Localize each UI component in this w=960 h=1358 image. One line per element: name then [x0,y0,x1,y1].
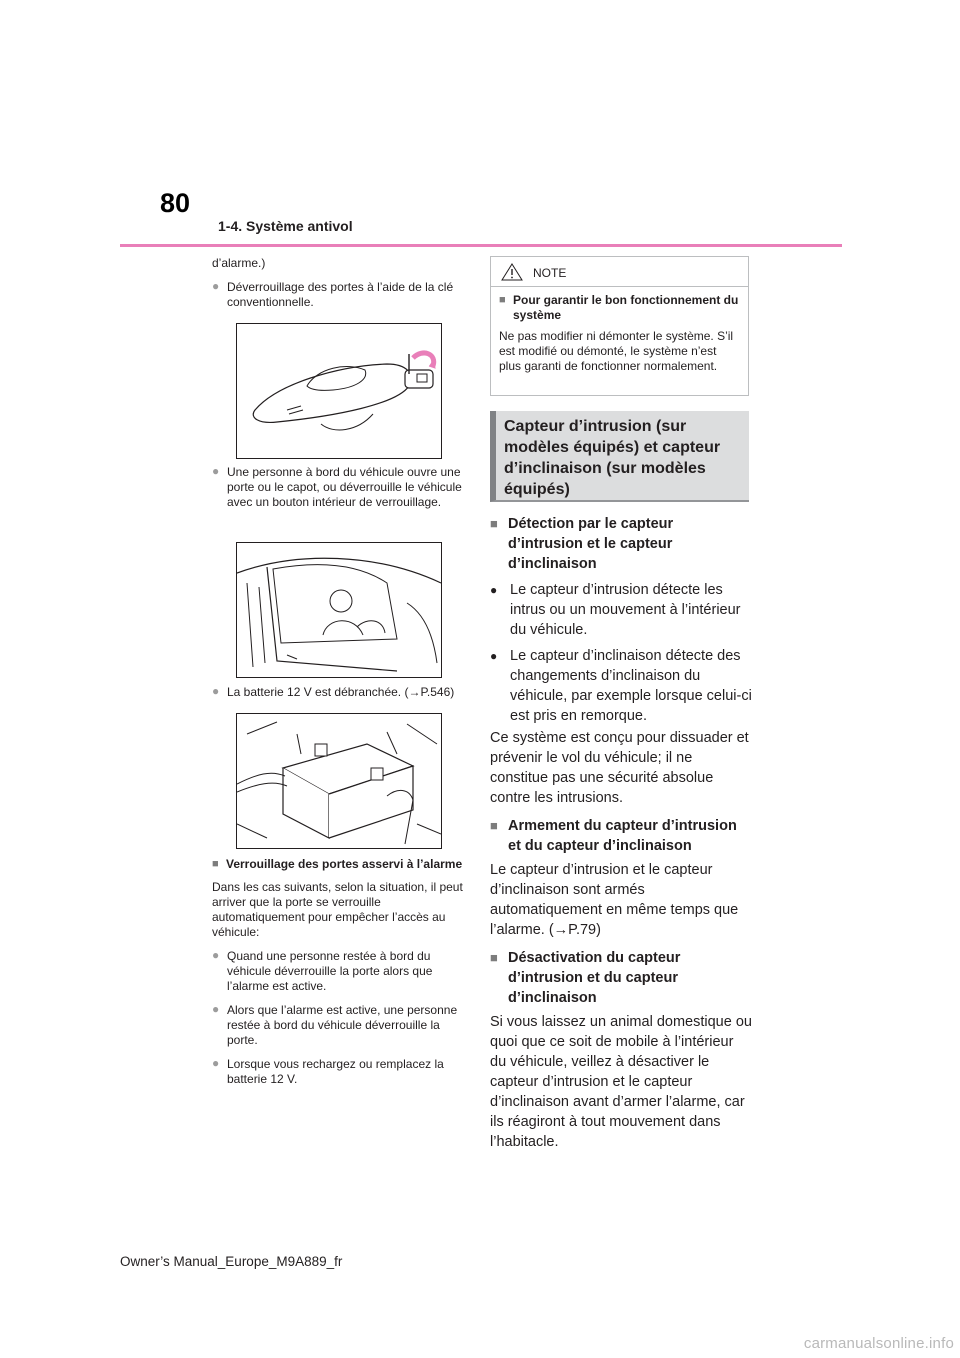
bullet-tilt-sensor: ● Le capteur d’inclinaison détecte des changements d’inclinaison du véhicule, par exemple lorsque celui-ci est pris en remorque. [490,646,752,726]
left-column-4 [212,857,472,1087]
bullet-person-inside: ● Une personne à bord du véhicule ouvre une porte ou le capot, ou déverrouille le véhicule avec un bouton intérieur de verrouillage. [212,465,472,510]
section-title: 1-4. Système antivol [218,218,353,234]
para-arming: Le capteur d’intrusion et le capteur d’inclinaison sont armés automatiquement en même temps que l’alarme. (→P.79) [490,862,739,938]
note-box [490,256,749,396]
para-deactivation: Si vous laissez un animal domestique ou quoi que ce soit de mobile à l’intérieur du véhicule, veillez à désactiver le capteur d’intrusion et le capteur d’inclinaison avant d’armer l’alarme, car ils réagiront à tout mouvement dans l’habitacle. [490,1014,752,1150]
para-system-purpose: Ce système est conçu pour dissuader et prévenir le vol du véhicule; il ne constitue pas une sécurité absolue contre les intrusions. [490,730,749,806]
section-heading: Capteur d’intrusion (sur modèles équipés) et capteur d’inclinaison (sur modèles équipés) [504,418,721,498]
header-rule [120,244,842,247]
battery-drawing [237,714,441,848]
warning-triangle-icon [501,263,523,286]
person-in-car-illustration [236,542,442,678]
right-body [490,514,752,1152]
bullet-intrusion-sensor: ● Le capteur d’intrusion détecte les intrus ou un mouvement à l’intérieur du véhicule. [490,580,752,640]
section-heading-box [490,411,749,502]
left-column [212,256,472,310]
page-number: 80 [160,188,191,218]
heading-detection: ■ Détection par le capteur d’intrusion et le capteur d’inclinaison [490,514,752,574]
car-interior-drawing [237,543,441,677]
para-lock-alarm: Dans les cas suivants, selon la situation, il peut arriver que la porte se verrouille automatiquement pour empêcher l’accès au véhicule: [212,880,463,939]
footer-manual-id: Owner’s Manual_Europe_M9A889_fr [120,1254,343,1269]
left-column-3 [212,685,472,700]
bullet-key-unlock: ● Déverrouillage des portes à l’aide de la clé conventionnelle. [212,280,472,310]
note-body [499,293,741,374]
note-text: Ne pas modifier ni démonter le système. S’il est modifié ou démonté, le système n’est plus garanti de fonctionner normalement. [499,329,734,373]
intro-tail: d’alarme.) [212,256,266,270]
battery-illustration [236,713,442,849]
note-header [491,257,748,287]
note-label: NOTE [533,266,567,280]
heading-lock-alarm: ■ Verrouillage des portes asservi à l’alarme [212,857,472,872]
bullet-person-unlocks: ● Quand une personne restée à bord du véhicule déverrouille la porte alors que l’alarme est active. [212,949,472,994]
left-column-2 [212,465,472,510]
bullet-recharge-battery: ● Lorsque vous rechargez ou remplacez la batterie 12 V. [212,1057,472,1087]
bullet-battery-disconnected: ● La batterie 12 V est débranchée. (→P.546) [212,685,472,700]
heading-deactivation: ■ Désactivation du capteur d’intrusion et du capteur d’inclinaison [490,948,752,1008]
heading-arming: ■ Armement du capteur d’intrusion et du capteur d’inclinaison [490,816,752,856]
door-handle-key-illustration [236,323,442,459]
watermark: carmanualsonline.info [803,1335,954,1352]
bullet-alarm-active: ● Alors que l’alarme est active, une personne restée à bord du véhicule déverrouille la porte. [212,1003,472,1048]
door-handle-drawing [237,324,441,458]
note-heading: ■ Pour garantir le bon fonctionnement du système [499,293,741,323]
